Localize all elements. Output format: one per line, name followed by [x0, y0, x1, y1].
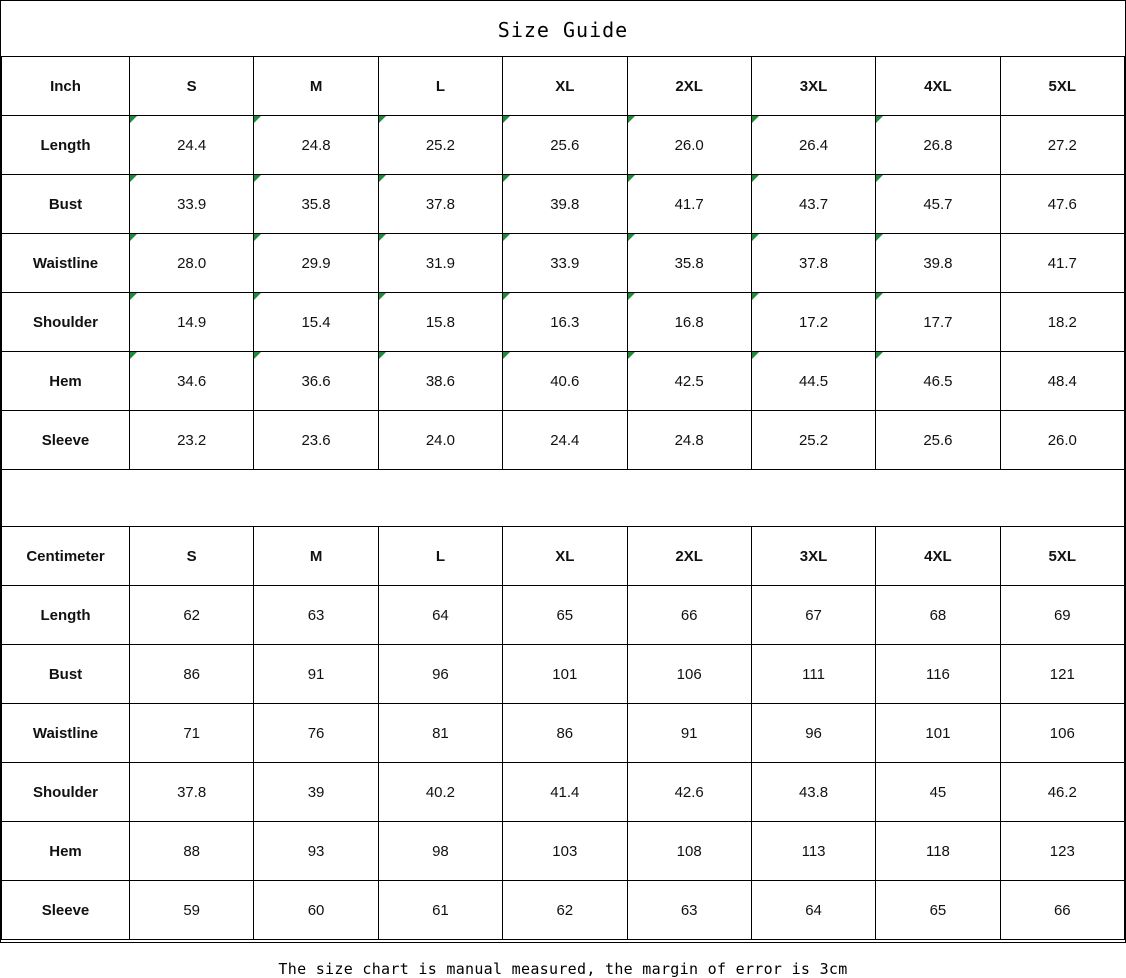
cell: 18.2	[1000, 293, 1124, 352]
cell: 63	[254, 586, 378, 645]
cell: 15.8	[378, 293, 502, 352]
cell: 39	[254, 763, 378, 822]
table-row	[2, 352, 1125, 411]
cell: 41.7	[1000, 234, 1124, 293]
row-label-bust: Bust	[2, 645, 130, 704]
cell: 15.4	[254, 293, 378, 352]
cell: 68	[876, 586, 1000, 645]
row-label-length: Length	[2, 116, 130, 175]
cell: 106	[1000, 704, 1124, 763]
cell: 64	[751, 881, 875, 940]
cell: 26.4	[751, 116, 875, 175]
cell: 26.0	[1000, 411, 1124, 470]
table-row	[2, 175, 1125, 234]
cell: 35.8	[627, 234, 751, 293]
cell: 64	[378, 586, 502, 645]
cell: 36.6	[254, 352, 378, 411]
cell: 24.8	[627, 411, 751, 470]
cell: 37.8	[130, 763, 254, 822]
cell: 40.6	[503, 352, 627, 411]
unit-label-centimeter: Centimeter	[2, 527, 130, 586]
cell: 24.8	[254, 116, 378, 175]
table-row	[2, 704, 1125, 763]
cell: 27.2	[1000, 116, 1124, 175]
row-label-hem: Hem	[2, 352, 130, 411]
cell: 111	[751, 645, 875, 704]
table-row	[2, 116, 1125, 175]
cell: 44.5	[751, 352, 875, 411]
cell: 101	[503, 645, 627, 704]
size-table-inch	[1, 56, 1125, 470]
cell: 17.2	[751, 293, 875, 352]
table-row	[2, 234, 1125, 293]
table-row	[2, 881, 1125, 940]
cell: 26.0	[627, 116, 751, 175]
cell: 42.6	[627, 763, 751, 822]
cell: 14.9	[130, 293, 254, 352]
cell: 24.4	[503, 411, 627, 470]
table-row	[2, 293, 1125, 352]
column-header-3xl: 3XL	[751, 527, 875, 586]
cell: 96	[751, 704, 875, 763]
page-title: Size Guide	[497, 18, 629, 42]
column-header-xl: XL	[503, 527, 627, 586]
cell: 108	[627, 822, 751, 881]
cell: 123	[1000, 822, 1124, 881]
cell: 33.9	[503, 234, 627, 293]
cell: 16.8	[627, 293, 751, 352]
cell: 16.3	[503, 293, 627, 352]
measurement-disclaimer: The size chart is manual measured, the margin of error is 3cm	[278, 960, 848, 978]
column-header-m: M	[254, 527, 378, 586]
cell: 34.6	[130, 352, 254, 411]
cell: 63	[627, 881, 751, 940]
cell: 65	[876, 881, 1000, 940]
column-header-2xl: 2XL	[627, 527, 751, 586]
column-header-3xl: 3XL	[751, 57, 875, 116]
cell: 93	[254, 822, 378, 881]
row-label-sleeve: Sleeve	[2, 411, 130, 470]
size-table-centimeter	[1, 526, 1125, 940]
cell: 43.7	[751, 175, 875, 234]
column-header-5xl: 5XL	[1000, 57, 1124, 116]
cell: 31.9	[378, 234, 502, 293]
cell: 59	[130, 881, 254, 940]
cell: 81	[378, 704, 502, 763]
column-header-5xl: 5XL	[1000, 527, 1124, 586]
cell: 47.6	[1000, 175, 1124, 234]
table-row	[2, 822, 1125, 881]
cell: 24.0	[378, 411, 502, 470]
cell: 42.5	[627, 352, 751, 411]
cell: 91	[627, 704, 751, 763]
table-row	[2, 411, 1125, 470]
cell: 101	[876, 704, 1000, 763]
cell: 26.8	[876, 116, 1000, 175]
cell: 96	[378, 645, 502, 704]
cell: 24.4	[130, 116, 254, 175]
cell: 48.4	[1000, 352, 1124, 411]
column-header-l: L	[378, 527, 502, 586]
table-header-row	[2, 527, 1125, 586]
cell: 103	[503, 822, 627, 881]
cell: 46.5	[876, 352, 1000, 411]
cell: 69	[1000, 586, 1124, 645]
column-header-l: L	[378, 57, 502, 116]
cell: 39.8	[503, 175, 627, 234]
cell: 23.2	[130, 411, 254, 470]
unit-label-inch: Inch	[2, 57, 130, 116]
cell: 62	[503, 881, 627, 940]
column-header-4xl: 4XL	[876, 57, 1000, 116]
cell: 60	[254, 881, 378, 940]
cell: 98	[378, 822, 502, 881]
column-header-2xl: 2XL	[627, 57, 751, 116]
cell: 71	[130, 704, 254, 763]
cell: 86	[503, 704, 627, 763]
cell: 65	[503, 586, 627, 645]
cell: 25.6	[503, 116, 627, 175]
cell: 37.8	[378, 175, 502, 234]
cell: 88	[130, 822, 254, 881]
cell: 23.6	[254, 411, 378, 470]
cell: 39.8	[876, 234, 1000, 293]
cell: 91	[254, 645, 378, 704]
cell: 40.2	[378, 763, 502, 822]
cell: 41.7	[627, 175, 751, 234]
cell: 61	[378, 881, 502, 940]
cell: 28.0	[130, 234, 254, 293]
cell: 33.9	[130, 175, 254, 234]
table-row	[2, 645, 1125, 704]
table-row	[2, 763, 1125, 822]
cell: 66	[1000, 881, 1124, 940]
cell: 76	[254, 704, 378, 763]
cell: 121	[1000, 645, 1124, 704]
cell: 29.9	[254, 234, 378, 293]
column-header-s: S	[130, 57, 254, 116]
cell: 62	[130, 586, 254, 645]
cell: 35.8	[254, 175, 378, 234]
cell: 118	[876, 822, 1000, 881]
row-label-length: Length	[2, 586, 130, 645]
cell: 45	[876, 763, 1000, 822]
cell: 86	[130, 645, 254, 704]
cell: 116	[876, 645, 1000, 704]
cell: 25.2	[378, 116, 502, 175]
cell: 45.7	[876, 175, 1000, 234]
cell: 17.7	[876, 293, 1000, 352]
row-label-bust: Bust	[2, 175, 130, 234]
table-separator	[1, 470, 1125, 526]
table-row	[2, 586, 1125, 645]
cell: 46.2	[1000, 763, 1124, 822]
table-header-row	[2, 57, 1125, 116]
cell: 38.6	[378, 352, 502, 411]
row-label-hem: Hem	[2, 822, 130, 881]
row-label-shoulder: Shoulder	[2, 293, 130, 352]
row-label-waistline: Waistline	[2, 704, 130, 763]
column-header-m: M	[254, 57, 378, 116]
cell: 37.8	[751, 234, 875, 293]
cell: 106	[627, 645, 751, 704]
column-header-4xl: 4XL	[876, 527, 1000, 586]
row-label-sleeve: Sleeve	[2, 881, 130, 940]
column-header-xl: XL	[503, 57, 627, 116]
cell: 66	[627, 586, 751, 645]
cell: 41.4	[503, 763, 627, 822]
cell: 67	[751, 586, 875, 645]
cell: 43.8	[751, 763, 875, 822]
cell: 113	[751, 822, 875, 881]
column-header-s: S	[130, 527, 254, 586]
row-label-shoulder: Shoulder	[2, 763, 130, 822]
cell: 25.6	[876, 411, 1000, 470]
row-label-waistline: Waistline	[2, 234, 130, 293]
cell: 25.2	[751, 411, 875, 470]
